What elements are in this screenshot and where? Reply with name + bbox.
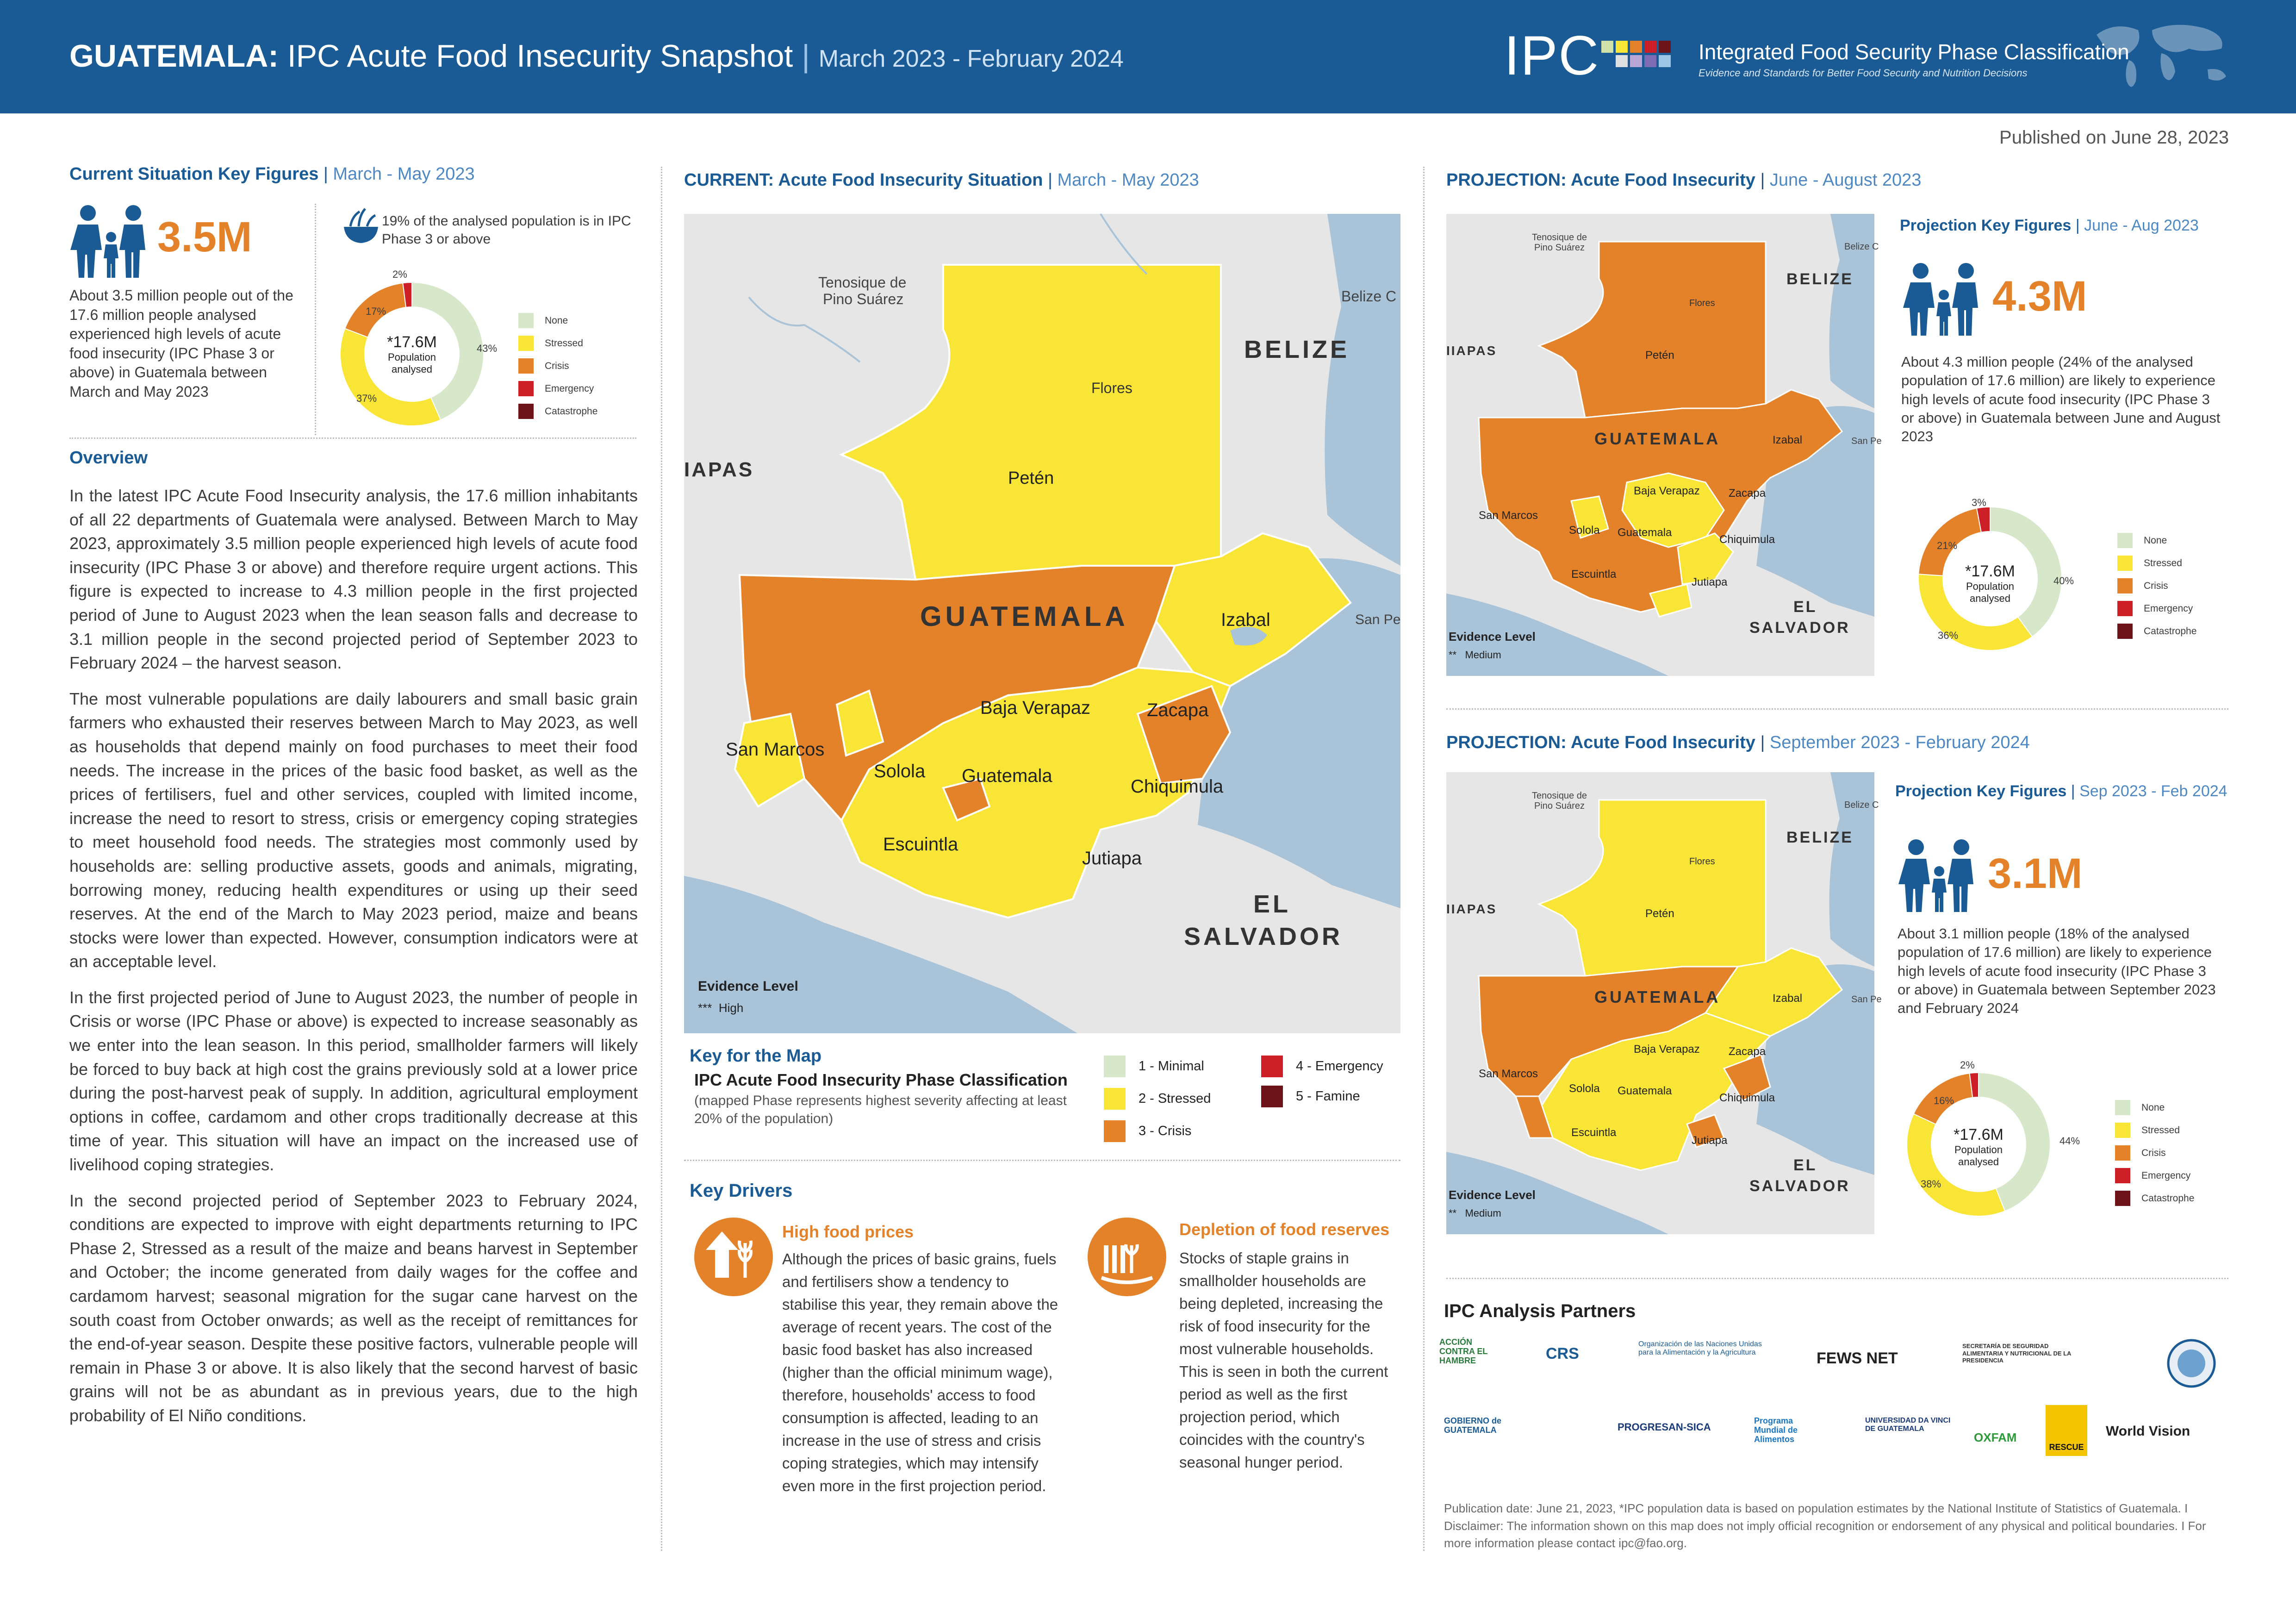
ipc-squares-icon [1601, 41, 1685, 81]
projection2-key-figures-title: Projection Key Figures | Sep 2023 - Feb 2024 [1895, 782, 2228, 800]
divider [315, 204, 316, 435]
map-label-guatemala-country: GUATEMALA [1594, 429, 1721, 448]
donut-label-none: 40% [2053, 575, 2074, 587]
map-label-baja-verapaz: Baja Verapaz [1634, 1043, 1700, 1056]
map-label-izabal: Izabal [1221, 610, 1270, 630]
donut-label-emergency: 3% [1972, 497, 1986, 508]
map-label-izabal: Izabal [1773, 992, 1803, 1005]
map-label-san-marcos: San Marcos [726, 739, 825, 760]
key-phase-4: 4 - Emergency [1261, 1056, 1383, 1077]
map-label-belize-city: Belize C [1844, 800, 1879, 810]
map-label-flores: Flores [1689, 856, 1715, 867]
evidence-level-value: *** High [698, 1001, 744, 1015]
donut-legend [2115, 1096, 2194, 1210]
key-phase-5: 5 - Famine [1261, 1086, 1360, 1107]
map-label-peten: Petén [1645, 349, 1674, 362]
key-phase-1: 1 - Minimal [1104, 1056, 1204, 1077]
map-label-tenosique: Tenosique de [1532, 791, 1587, 801]
divider [1446, 1278, 2228, 1279]
donut-label-stressed: 36% [1938, 630, 1959, 641]
map-label-guatemala-dept: Guatemala [1618, 1085, 1672, 1097]
phase3-note: 19% of the analysed population is in IPC Phase 3 or above [382, 213, 631, 247]
snapshot-title: IPC Acute Food Insecurity Snapshot [287, 38, 793, 74]
partner-logo-progresan-sica: PROGRESAN-SICA [1618, 1421, 1711, 1433]
map-label-zacapa: Zacapa [1729, 487, 1766, 500]
partner-logo-crs: CRS [1546, 1345, 1579, 1362]
divider [1446, 708, 2228, 710]
high-food-prices-icon [694, 1218, 773, 1296]
evidence-level-value: ** Medium [1449, 649, 1501, 661]
map-label-jutiapa: Jutiapa [1082, 848, 1142, 868]
map-label-salvador: SALVADOR [1184, 923, 1343, 950]
driver-title-food-reserves: Depletion of food reserves [1179, 1220, 1390, 1239]
donut-label-emergency: 2% [392, 269, 407, 280]
current-map-title: CURRENT: Acute Food Insecurity Situation | March - May 2023 [684, 170, 1199, 190]
map-label-pino: Pino Suárez [1534, 243, 1585, 253]
donut-center-label: *17.6M Population analysed [1965, 562, 2015, 605]
map-label-guatemala-dept: Guatemala [1618, 526, 1672, 539]
legend-item-catastrophe: Catastrophe [518, 400, 597, 423]
donut-label-stressed: 37% [356, 393, 377, 404]
map-label-salvador: SALVADOR [1749, 619, 1850, 637]
donut-label-stressed: 38% [1921, 1178, 1941, 1190]
map-label-guatemala-dept: Guatemala [962, 766, 1052, 786]
partner-logo-fews-net: FEWS NET [1817, 1349, 1898, 1367]
map-label-solola: Solola [1569, 524, 1600, 537]
page-title [69, 38, 1124, 74]
map-label-belize-city: Belize C [1341, 288, 1397, 305]
map-label-san-marcos: San Marcos [1479, 1068, 1538, 1080]
divider [69, 437, 636, 439]
projection2-people-count: 3.1M [1988, 850, 2083, 897]
map-label-baja-verapaz: Baja Verapaz [980, 698, 1090, 718]
overview-body [69, 484, 638, 1440]
legend-item-crisis: Crisis [518, 355, 597, 377]
key-phase-2: 2 - Stressed [1104, 1088, 1211, 1110]
map-label-pino: Pino Suárez [823, 291, 904, 307]
map-label-zacapa: Zacapa [1729, 1045, 1766, 1058]
legend-item-catastrophe: Catastrophe [2117, 620, 2196, 643]
projection1-map[interactable] [1446, 214, 1882, 676]
family-icon [69, 204, 153, 278]
map-label-belize-city: Belize C [1844, 242, 1879, 252]
driver-body-food-reserves: Stocks of staple grains in smallholder households are being depleted, increasing the risk of food insecurity for the most vulnerable households. This is seen in both the current period as well as the first projection period, which coincides with the country's seasonal hunger period. [1179, 1249, 1388, 1471]
current-situation-map[interactable] [684, 214, 1400, 1033]
driver-body-food-prices: Although the prices of basic grains, fuels and fertilisers show a tendency to stabilise this year, they remain above the average of recent years. The cost of the basic food basket has also increased (higher than the official minimum wage), therefore, households' access to food consumption is affected, leading to an increase in the use of stress and crisis coping strategies, which may intensify even more in the first projection period. [782, 1250, 1058, 1494]
divider [661, 167, 662, 1551]
driver-title-food-prices: High food prices [782, 1222, 914, 1241]
map-label-flores: Flores [1689, 298, 1715, 308]
current-people-count: 3.5M [157, 213, 252, 261]
map-label-jutiapa: Jutiapa [1692, 1134, 1728, 1147]
map-label-san-pedro: San Pe [1851, 994, 1882, 1005]
donut-label-crisis: 17% [366, 306, 386, 317]
partner-logo-fao: Organización de las Naciones Unidas para la Alimentación y la Agricultura [1638, 1340, 1762, 1357]
map-label-escuintla: Escuintla [1571, 1126, 1617, 1139]
map-label-pino: Pino Suárez [1534, 801, 1585, 811]
evidence-level-title: Evidence Level [1449, 1188, 1536, 1202]
partner-logo-world-vision: World Vision [2106, 1424, 2190, 1439]
map-label-salvador: SALVADOR [1749, 1177, 1850, 1195]
projection2-title: PROJECTION: Acute Food Insecurity | September 2023 - February 2024 [1446, 733, 2030, 752]
country-name: GUATEMALA: [69, 38, 279, 74]
map-label-peten: Petén [1645, 907, 1674, 920]
evidence-level-title: Evidence Level [1449, 630, 1536, 643]
published-date: Published on June 28, 2023 [1999, 127, 2229, 148]
map-label-peten: Petén [1008, 468, 1054, 488]
donut-label-crisis: 16% [1934, 1095, 1954, 1106]
map-label-el: EL [1253, 890, 1291, 918]
map-label-guatemala-country: GUATEMALA [920, 601, 1129, 632]
map-label-san-marcos: San Marcos [1479, 509, 1538, 522]
world-map-icon [2087, 16, 2235, 97]
map-label-san-pedro: San Pe [1851, 436, 1882, 446]
current-key-figures-title: Current Situation Key Figures | March - May 2023 [69, 164, 475, 184]
donut-legend [2117, 529, 2196, 643]
map-label-chiapas: IIAPAS [1446, 344, 1497, 358]
evidence-level-title: Evidence Level [698, 979, 798, 994]
map-label-belize: BELIZE [1244, 336, 1350, 363]
header-banner [0, 0, 2296, 113]
legend-item-stressed: Stressed [2115, 1119, 2194, 1142]
partner-logo-wfp: Programa Mundial de Alimentos [1754, 1416, 1798, 1444]
legend-item-none: None [2117, 529, 2196, 552]
overview-paragraph: In the latest IPC Acute Food Insecurity analysis, the 17.6 million inhabitants of all 22 departments of Guatemala were analysed. Between March to May 2023, approximately 3.5 million people experienced high levels of acute food insecurity (IPC Phase 3 or above) and therefore require urgent actions. This figure is expected to increase to 4.3 million people in the first projected period of June to August 2023 when the lean season falls and decrease to 3.1 million people in the second projected period of September 2023 to February 2024 – the harvest season. [69, 486, 638, 673]
map-label-solola: Solola [874, 761, 926, 781]
key-phase-3: 3 - Crisis [1104, 1120, 1191, 1142]
snapshot-period: March 2023 - February 2024 [818, 45, 1124, 72]
map-key-subtitle: IPC Acute Food Insecurity Phase Classification [694, 1070, 1068, 1089]
partner-logo-oxfam: OXFAM [1974, 1430, 2017, 1444]
map-label-tenosique: Tenosique de [818, 274, 907, 291]
map-label-chiapas: IAPAS [684, 458, 754, 481]
legend-item-stressed: Stressed [518, 332, 597, 355]
donut-center-label: *17.6M Population analysed [1954, 1126, 2004, 1168]
partner-logo-universidad-da-vinci: UNIVERSIDAD DA VINCI DE GUATEMALA [1865, 1417, 1951, 1433]
donut-label-none: 44% [2060, 1135, 2080, 1147]
legend-item-crisis: Crisis [2117, 575, 2196, 597]
map-label-chiapas: IIAPAS [1446, 902, 1497, 916]
projection1-people-count: 4.3M [1992, 273, 2087, 320]
key-drivers-title: Key Drivers [690, 1181, 793, 1201]
legend-item-none: None [2115, 1096, 2194, 1119]
map-label-chiquimula: Chiquimula [1719, 533, 1775, 546]
evidence-level-value: ** Medium [1449, 1207, 1501, 1219]
map-label-jutiapa: Jutiapa [1692, 576, 1728, 588]
donut-label-emergency: 2% [1960, 1059, 1975, 1071]
projection1-description: About 4.3 million people (24% of the analysed population of 17.6 million) are likely to experience high levels of acute food insecurity (IPC Phase 3 or above) in Guatemala between June and August 2023 [1901, 354, 2221, 445]
map-label-belize: BELIZE [1786, 829, 1854, 846]
title-separator: | [802, 38, 810, 74]
map-label-tenosique: Tenosique de [1532, 232, 1587, 243]
overview-paragraph: In the first projected period of June to August 2023, the number of people in Crisis or worse (IPC Phase or above) is expected to increase seasonably as we enter into the lean season. In this period, smallholder farmers will likely be forced to buy back at high cost the grains previously sold at a lower price during the post-harvest peak of supply. In addition, agricultural employment options in coffee, cardamom and other crops traditionally decrease at this time of year. This situation will have an impact on the increased use of livelihood coping strategies. [69, 987, 638, 1174]
legend-item-none: None [518, 309, 597, 332]
projection2-map[interactable] [1446, 772, 1882, 1234]
guatemala-seal-icon [2166, 1338, 2217, 1389]
footnote-disclaimer: Publication date: June 21, 2023, *IPC population data is based on population estimates by the National Institute of Statistics of Guatemala. I Disclaimer: The information shown on this map does not imply official recognition or endorsement of any physical and political boundaries. I For more information please contact ipc@fao.org. [1444, 1501, 2206, 1550]
donut-label-crisis: 21% [1937, 540, 1958, 551]
partner-logo-gobierno-guatemala: GOBIERNO de GUATEMALA [1444, 1416, 1502, 1435]
map-label-escuintla: Escuintla [1571, 568, 1617, 581]
legend-item-emergency: Emergency [2117, 597, 2196, 620]
donut-legend [518, 309, 597, 423]
map-label-escuintla: Escuintla [883, 834, 958, 855]
ipc-tagline: Evidence and Standards for Better Food Security and Nutrition Decisions [1699, 67, 2028, 79]
map-label-el: EL [1793, 1156, 1817, 1174]
projection1-title: PROJECTION: Acute Food Insecurity | June - August 2023 [1446, 170, 1922, 190]
current-description: About 3.5 million people out of the 17.6 million people analysed experienced high levels of acute food insecurity (IPC Phase 3 or above) in Guatemala between March and May 2023 [69, 287, 293, 400]
legend-item-crisis: Crisis [2115, 1142, 2194, 1164]
partner-logo-sesan: SECRETARÍA DE SEGURIDAD ALIMENTARIA Y NUTRICIONAL DE LA PRESIDENCIA [1962, 1343, 2071, 1364]
food-bowl-icon [340, 206, 382, 248]
food-reserves-icon [1088, 1218, 1166, 1296]
ipc-logo: IPC [1504, 25, 1600, 87]
map-label-san-pedro: San Pe [1355, 612, 1401, 627]
partner-logo-accion-contra-el-hambre: ACCIÓN CONTRA EL HAMBRE [1439, 1337, 1488, 1365]
family-icon [1902, 262, 1985, 336]
map-label-chiquimula: Chiquimula [1719, 1092, 1775, 1104]
overview-paragraph: In the second projected period of September 2023 to February 2024, conditions are expected to improve with eight departments returning to IPC Phase 2, Stressed as a result of the maize and beans harvest in September and October; the income generated from daily wages for the coffee and cardamom harvest; seasonal migration for the sugar cane harvest on the south coast from October onwards; as well as the receipt of remittances for the end-of-year season. Despite these positive factors, vulnerable people will remain in Phase 3 or above. It is also likely that the second harvest of basic grains will not be as abundant as in previous years, due to the high probability of El Niño conditions. [69, 1191, 638, 1425]
map-label-el: EL [1793, 598, 1817, 616]
donut-label-none: 43% [477, 343, 498, 354]
partner-logo-rescue: RESCUE [2046, 1405, 2087, 1456]
legend-item-stressed: Stressed [2117, 552, 2196, 575]
legend-item-catastrophe: Catastrophe [2115, 1187, 2194, 1210]
map-label-guatemala-country: GUATEMALA [1594, 987, 1721, 1006]
map-label-solola: Solola [1569, 1082, 1600, 1095]
overview-paragraph: The most vulnerable populations are daily labourers and small basic grain farmers who exhausted their reserves between March to May 2023, as well as households that depend mainly on food purchases to meet their food needs. The increase in the prices of the basic food basket, as well as the prices of fertilisers, fuel and other services, coupled with limited income, increase the need to resort to stress, crisis or emergency coping strategies to meet household food needs. The strategies most commonly used by households are: selling productive assets, goods and animals, migrating, borrowing money, reducing health expenditures or using up their seed reserves. At the end of the March to May 2023 period, maize and beans stocks were lower than expected. However, consumption indicators were at an acceptable level. [69, 689, 638, 971]
ipc-full-name: Integrated Food Security Phase Classification [1699, 40, 2129, 64]
donut-center-label: *17.6M Population analysed [387, 333, 437, 375]
legend-item-emergency: Emergency [518, 377, 597, 400]
overview-title: Overview [69, 448, 148, 468]
legend-item-emergency: Emergency [2115, 1164, 2194, 1187]
map-label-zacapa: Zacapa [1147, 700, 1209, 720]
map-key-title: Key for the Map [690, 1046, 822, 1066]
map-label-chiquimula: Chiquimula [1131, 776, 1224, 797]
map-label-belize: BELIZE [1786, 270, 1854, 288]
divider [1423, 167, 1425, 1551]
map-key-note: (mapped Phase represents highest severity affecting at least 20% of the population) [694, 1093, 1067, 1126]
family-icon [1898, 838, 1981, 912]
projection1-key-figures-title: Projection Key Figures | June - Aug 2023 [1900, 217, 2199, 234]
projection2-description: About 3.1 million people (18% of the analysed population of 17.6 million) are likely to experience high levels of acute food insecurity (IPC Phase 3 or above) in Guatemala between September 2023 and February 2024 [1898, 925, 2216, 1017]
divider [684, 1160, 1400, 1161]
map-label-baja-verapaz: Baja Verapaz [1634, 485, 1700, 497]
map-label-izabal: Izabal [1773, 434, 1803, 446]
partners-title: IPC Analysis Partners [1444, 1301, 1636, 1321]
map-label-flores: Flores [1091, 380, 1132, 396]
